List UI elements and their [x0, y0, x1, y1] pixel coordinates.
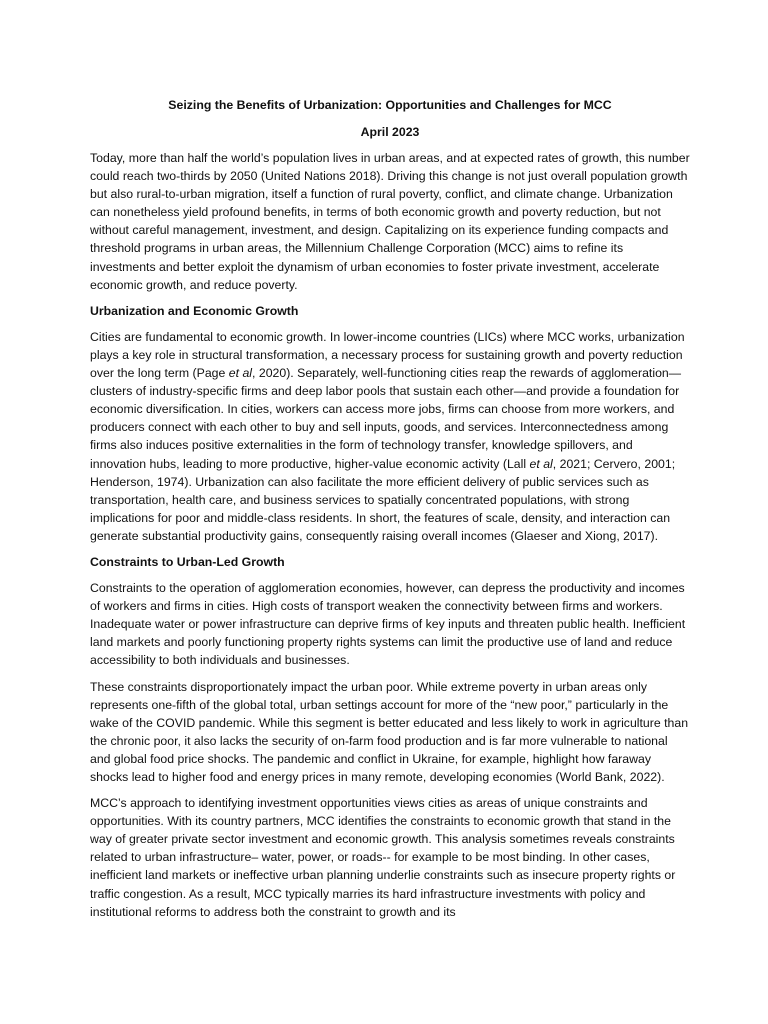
et-al-italic: et al	[529, 456, 553, 471]
constraints-paragraph-2: These constraints disproportionately impact the urban poor. While extreme poverty in urban areas only represents one-fifth of the global total, urban settings account for more of the “new poor,” particularly in the wake of the COVID pandemic. While this segment is better educated and less likely to work in agriculture than the chronic poor, it also lacks the security of on-farm food production and is far more vulnerable to national and global food price shocks. The pandemic and conflict in Ukraine, for example, highlight how faraway shocks lead to higher food and energy prices in many remote, developing economies (World Bank, 2022).	[90, 679, 689, 784]
urbanization-growth-paragraph	[90, 328, 690, 545]
paragraph-text: Cities are fundamental to economic growth. In lower-income countries (LICs) where MCC works, urbanization plays a key role in structural transformation, a necessary process for sustaining growth and poverty reduction over the long term (Page	[90, 329, 685, 381]
document-title: Seizing the Benefits of Urbanization: Opportunities and Challenges for MCC	[168, 98, 612, 112]
section-heading-urbanization-growth: Urbanization and Economic Growth	[90, 303, 299, 318]
document-date: April 2023	[360, 125, 420, 139]
document-page	[90, 96, 690, 929]
constraints-paragraph-1: Constraints to the operation of agglomeration economies, however, can depress the productivity and incomes of workers and firms in cities. High costs of transport weaken the connectivity between firms and workers. Inadequate water or power infrastructure can deprive firms of key inputs and threaten public health. Inefficient land markets and poorly functioning property rights systems can limit the productive use of land and reduce accessibility to both individuals and businesses.	[90, 581, 686, 668]
et-al-italic: et al	[228, 366, 253, 381]
intro-paragraph: Today, more than half the world’s population lives in urban areas, and at expected rates of growth, this number could reach two-thirds by 2050 (United Nations 2018). Driving this change is not just overall population growth but also rural-to-urban migration, itself a function of rural poverty, conflict, and climate change. Urbanization can nonetheless yield profound benefits, in terms of both economic growth and poverty reduction, but not without careful management, investment, and design. Capitalizing on its experience funding compacts and threshold programs in urban areas, the Millennium Challenge Corporation (MCC) aims to refine its investments and better exploit the dynamism of urban economies to foster private investment, accelerate economic growth, and reduce poverty.	[90, 151, 690, 292]
paragraph-text: , 2020). Separately, well-functioning cities reap the rewards of agglomeration—clusters of industry-specific firms and deep labor pools that sustain each other—and provide a foundation for economic diversification. In cities, workers can access more jobs, firms can choose from more workers, and producers connect with each other to buy and sell inputs, goods, and services. Interconnectedness among firms also induces positive externalities in the form of technology transfer, knowledge spillovers, and innovation hubs, leading to more productive, higher-value economic activity (Lall	[90, 366, 682, 471]
paragraph-text: , 2021; Cervero, 2001; Henderson, 1974). Urbanization can also facilitate the more efficient delivery of public services such as transportation, health care, and business services to spatially concentrated populations, with strong implications for poor and middle-class residents. In short, the features of scale, density, and interaction can generate substantial productivity gains, consequently raising overall incomes (Glaeser and Xiong, 2017).	[90, 456, 676, 543]
section-heading-constraints: Constraints to Urban-Led Growth	[90, 554, 285, 569]
constraints-paragraph-3: MCC’s approach to identifying investment opportunities views cities as areas of unique constraints and opportunities. With its country partners, MCC identifies the constraints to economic growth that stand in the way of greater private sector investment and economic growth. This analysis sometimes reveals constraints related to urban infrastructure– water, power, or roads-- for example to be most binding. In other cases, inefficient land markets or ineffective urban planning underlie constraints such as insecure property rights or traffic congestion. As a result, MCC typically marries its hard infrastructure investments with policy and institutional reforms to address both the constraint to growth and its	[90, 796, 676, 919]
